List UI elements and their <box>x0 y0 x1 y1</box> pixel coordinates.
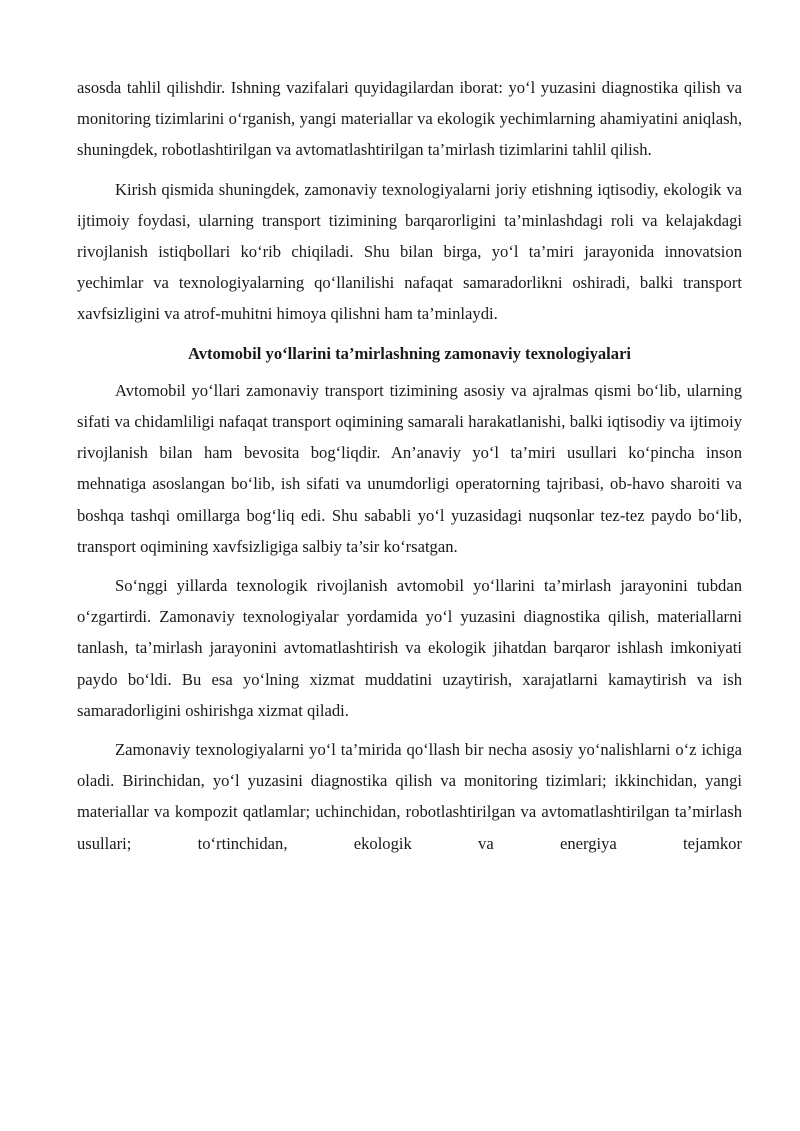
section-heading: Avtomobil yo‘llarini ta’mirlashning zamonaviy texnologiyalari <box>187 343 632 363</box>
body-paragraph: asosda tahlil qilishdir. Ishning vazifalari quyidagilardan iborat: yo‘l yuzasini diagnostika qilish va monitoring tizimlarini o‘rganish, yangi materiallar va ekologik yechimlarning ahamiyatini aniqlash, shuningdek, robotlashtirilgan va avtomatlashtirilgan ta’mirlash tizimlarini tahlil qilish. <box>77 78 742 160</box>
document-page <box>77 72 742 867</box>
body-paragraph: So‘nggi yillarda texnologik rivojlanish avtomobil yo‘llarini ta’mirlash jarayonini tubdan o‘zgartirdi. Zamonaviy texnologiyalar yordamida yo‘l yuzasini diagnostika qilish, materiallarni tanlash, ta’mirlash jarayonini avtomatlashtirish va ekologik jihatdan barqaror ishlash imkoniyati paydo bo‘ldi. Bu esa yo‘lning xizmat muddatini uzaytirish, xarajatlarni kamaytirish va ish samaradorligini oshirishga xizmat qiladi. <box>77 576 742 720</box>
body-paragraph: Zamonaviy texnologiyalarni yo‘l ta’mirida qo‘llash bir necha asosiy yo‘nalishlarni o‘z ichiga oladi. Birinchidan, yo‘l yuzasini diagnostika qilish va monitoring tizimlari; ikkinchidan, yangi materiallar va kompozit qatlamlar; uchinchidan, robotlashtirilgan va avtomatlashtirilgan ta’mirlash usullari; to‘rtinchidan, ekologik va energiya tejamkor <box>77 740 742 853</box>
body-paragraph: Avtomobil yo‘llari zamonaviy transport tizimining asosiy va ajralmas qismi bo‘lib, ularning sifati va chidamliligi nafaqat transport oqimining samarali harakatlanishi, balki iqtisodiy va ijtimoiy rivojlanish bilan ham bevosita bog‘liqdir. An’anaviy yo‘l ta’miri usullari ko‘pincha inson mehnatiga asoslangan bo‘lib, ish sifati va unumdorligi operatorning tajribasi, ob-havo sharoiti va boshqa tashqi omillarga bog‘liq edi. Shu sababli yo‘l yuzasidagi nuqsonlar tez-tez paydo bo‘lib, transport oqimining xavfsizligiga salbiy ta’sir ko‘rsatgan. <box>77 380 742 556</box>
body-paragraph: Kirish qismida shuningdek, zamonaviy texnologiyalarni joriy etishning iqtisodiy, ekologik va ijtimoiy foydasi, ularning transport tizimining barqarorligini ta’minlashdagi roli va kelajakdagi rivojlanish istiqbollari ko‘rib chiqiladi. Shu bilan birga, yo‘l ta’miri jarayonida innovatsion yechimlar va texnologiyalarning qo‘llanilishi nafaqat samaradorlikni oshiradi, balki transport xavfsizligini va atrof-muhitni himoya qilishni ham ta’minlaydi. <box>77 179 742 324</box>
